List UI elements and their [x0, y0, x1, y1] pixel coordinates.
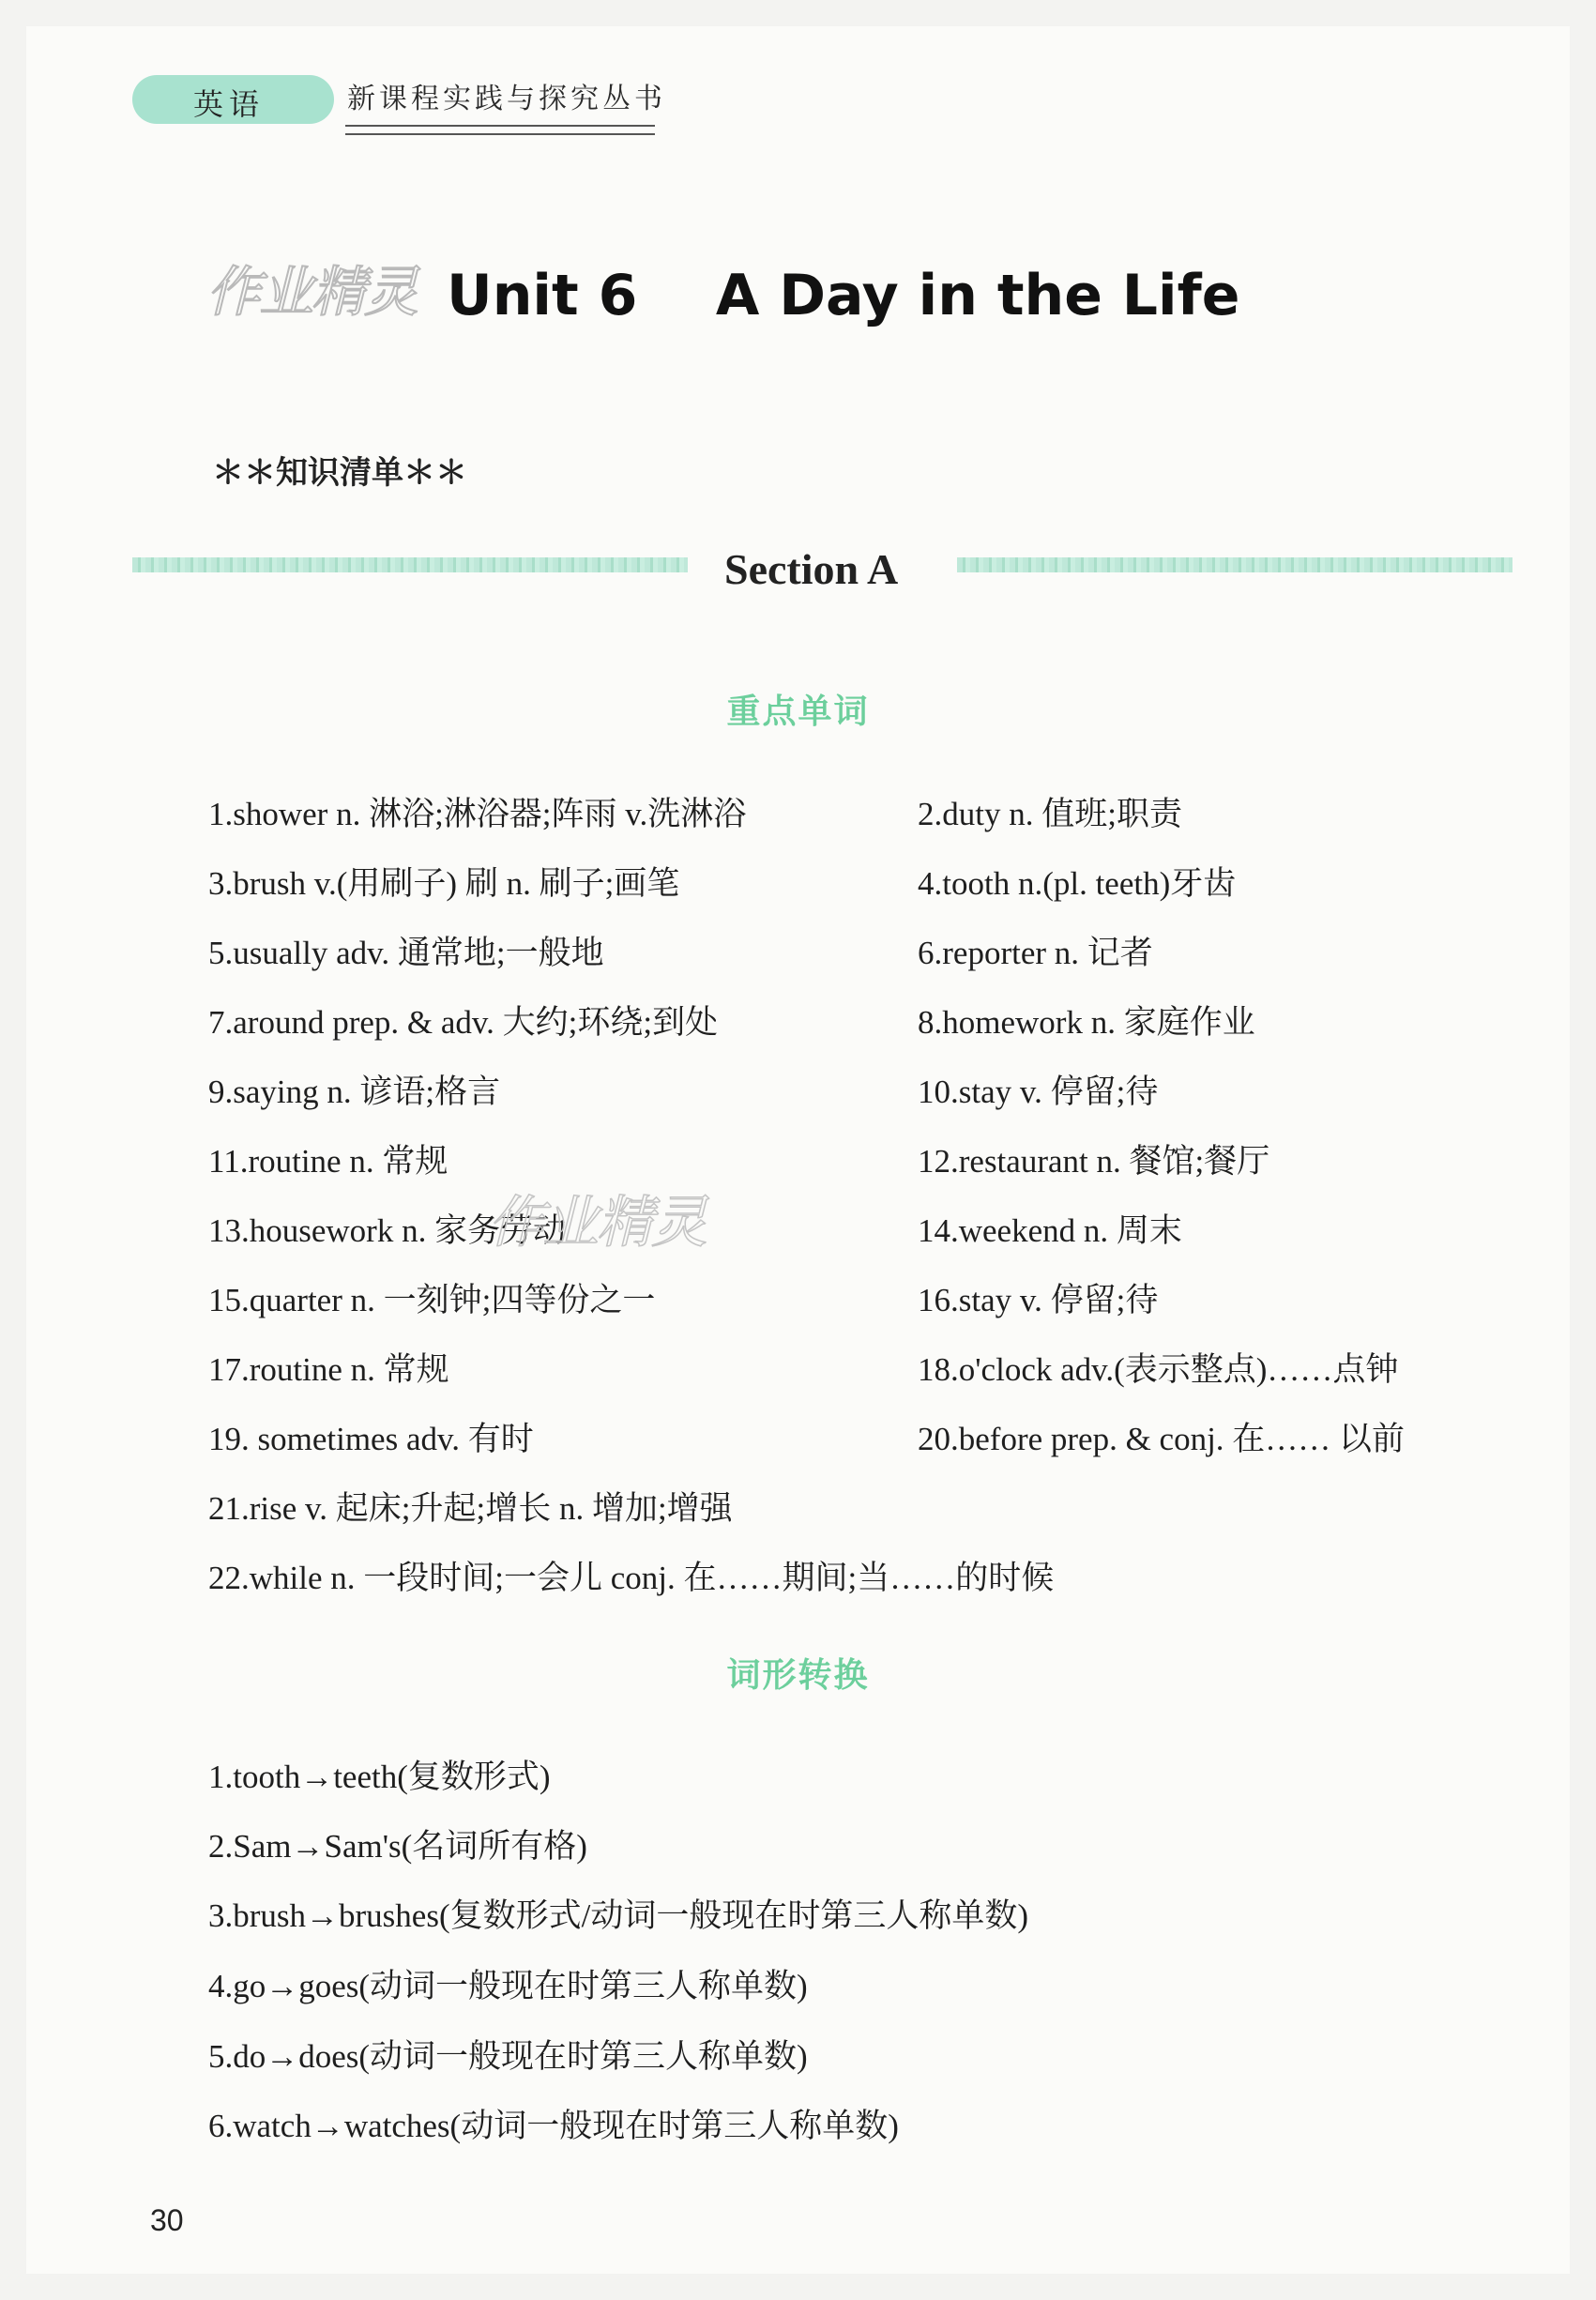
vocab-item: 17.routine n. 常规 — [208, 1351, 449, 1388]
section-bar-left — [132, 557, 688, 572]
vocab-item: 12.restaurant n. 餐馆;餐厅 — [918, 1143, 1270, 1180]
vocab-item: 20.before prep. & conj. 在…… 以前 — [918, 1421, 1406, 1457]
vocab-item: 9.saying n. 谚语;格言 — [208, 1074, 501, 1110]
unit-title: Unit 6 A Day in the Life — [447, 263, 1240, 328]
vocab-item: 19. sometimes adv. 有时 — [208, 1421, 534, 1457]
watermark: 作业精灵 — [206, 260, 418, 324]
word-form-item: 1.tooth→teeth(复数形式) — [208, 1759, 551, 1795]
vocab-item: 21.rise v. 起床;升起;增长 n. 增加;增强 — [208, 1490, 733, 1527]
word-form-item: 5.do→does(动词一般现在时第三人称单数) — [208, 2038, 808, 2075]
key-words-heading: 重点单词 — [726, 693, 870, 731]
vocab-item: 5.usually adv. 通常地;一般地 — [208, 935, 604, 971]
vocab-item: 14.weekend n. 周末 — [918, 1212, 1182, 1249]
vocab-item: 6.reporter n. 记者 — [918, 935, 1153, 971]
vocab-item: 22.while n. 一段时间;一会儿 conj. 在……期间;当……的时候 — [208, 1560, 1055, 1596]
vocab-item: 15.quarter n. 一刻钟;四等份之一 — [208, 1282, 656, 1318]
watermark: 作业精灵 — [488, 1190, 706, 1256]
word-form-item: 6.watch→watches(动词一般现在时第三人称单数) — [208, 2108, 899, 2144]
section-title: Section A — [724, 545, 899, 593]
knowledge-list-title: ＊＊知识清单＊＊ — [212, 454, 467, 492]
vocab-item: 11.routine n. 常规 — [208, 1143, 448, 1180]
vocab-item: 16.stay v. 停留;待 — [918, 1282, 1159, 1318]
vocab-item: 10.stay v. 停留;待 — [918, 1074, 1159, 1110]
vocab-item: 13.housework n. 家务劳动 — [208, 1212, 567, 1249]
vocab-item: 8.homework n. 家庭作业 — [918, 1004, 1255, 1041]
vocab-item: 2.duty n. 值班;职责 — [918, 796, 1182, 832]
subject-label: 英语 — [193, 86, 266, 122]
series-rule — [345, 125, 655, 135]
vocab-item: 4.tooth n.(pl. teeth)牙齿 — [918, 865, 1237, 902]
series-title: 新课程实践与探究丛书 — [347, 83, 666, 115]
word-form-item: 3.brush→brushes(复数形式/动词一般现在时第三人称单数) — [208, 1897, 1028, 1934]
word-forms-heading: 词形转换 — [726, 1656, 870, 1695]
word-form-item: 2.Sam→Sam's(名词所有格) — [208, 1828, 587, 1865]
section-bar-right — [957, 557, 1512, 572]
vocab-item: 1.shower n. 淋浴;淋浴器;阵雨 v.洗淋浴 — [208, 796, 747, 832]
vocab-item: 7.around prep. & adv. 大约;环绕;到处 — [208, 1004, 719, 1041]
vocab-item: 18.o'clock adv.(表示整点)……点钟 — [918, 1351, 1399, 1388]
word-form-item: 4.go→goes(动词一般现在时第三人称单数) — [208, 1968, 808, 2004]
page-number: 30 — [150, 2203, 184, 2237]
vocab-item: 3.brush v.(用刷子) 刷 n. 刷子;画笔 — [208, 865, 680, 902]
